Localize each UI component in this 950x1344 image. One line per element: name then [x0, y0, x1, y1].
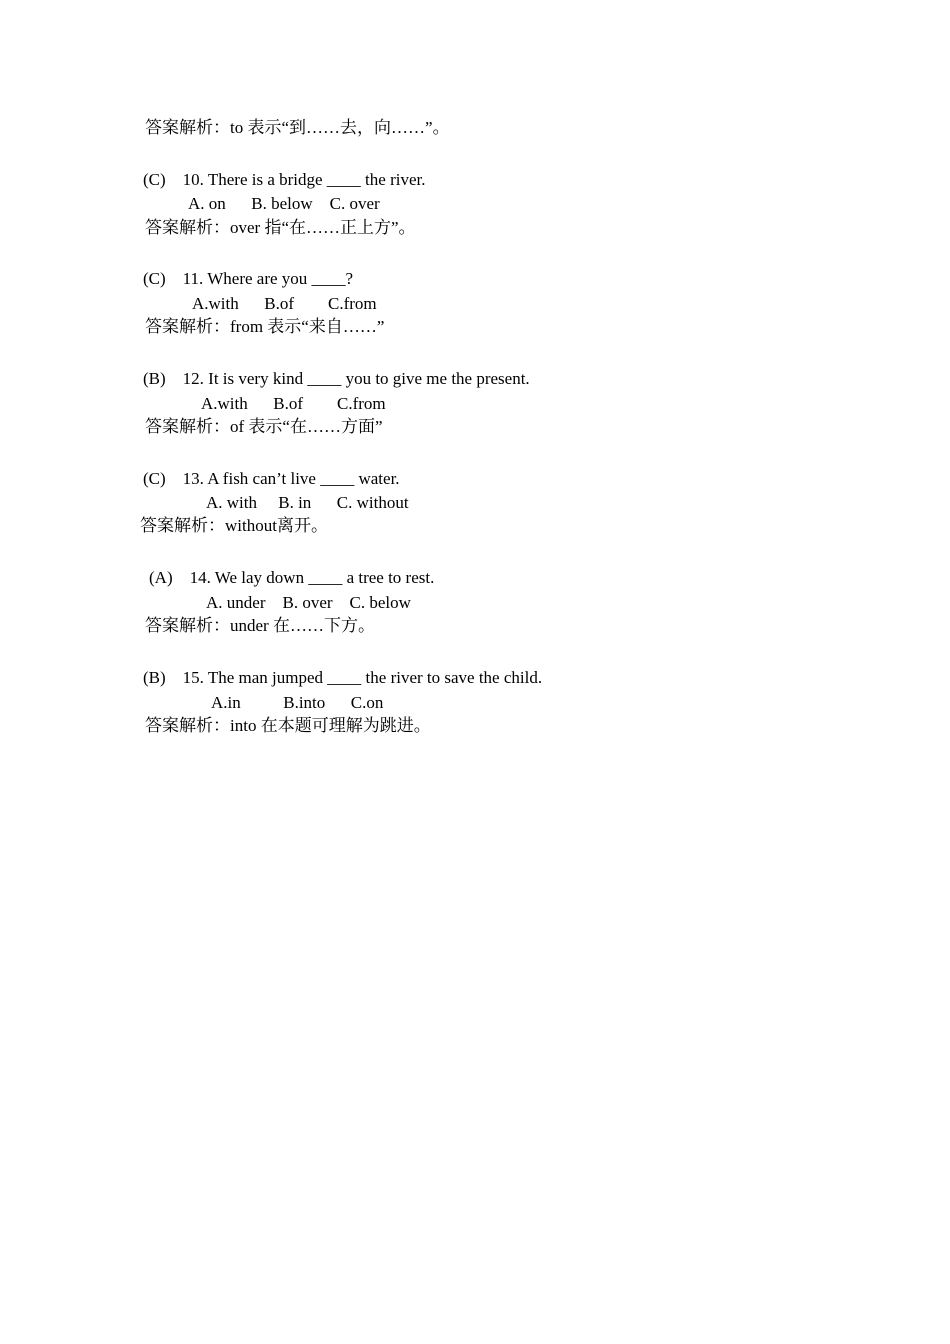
answer-explanation-13: 答案解析：without离开。 — [140, 516, 328, 535]
question-13-options: A. with B. in C. without — [206, 493, 409, 512]
question-13: (C) 13. A fish can’t live ____ water. — [143, 469, 400, 488]
question-15-options: A.in B.into C.on — [211, 693, 384, 712]
question-14-options: A. under B. over C. below — [206, 593, 411, 612]
question-11: (C) 11. Where are you ____? — [143, 269, 354, 288]
question-11-options: A.with B.of C.from — [192, 294, 377, 313]
question-15: (B) 15. The man jumped ____ the river to save the child. — [143, 668, 543, 687]
question-10-options: A. on B. below C. over — [188, 194, 380, 213]
answer-explanation-12: 答案解析：of 表示“在……方面” — [145, 417, 383, 436]
question-12: (B) 12. It is very kind ____ you to give me the present. — [143, 369, 530, 388]
answer-explanation-15: 答案解析：into 在本题可理解为跳进。 — [145, 716, 431, 735]
question-14: (A) 14. We lay down ____ a tree to rest. — [149, 568, 435, 587]
question-12-options: A.with B.of C.from — [201, 394, 386, 413]
answer-explanation-9: 答案解析：to 表示“到……去，向……”。 — [145, 118, 450, 137]
question-10: (C) 10. There is a bridge ____ the river. — [143, 170, 426, 189]
answer-explanation-10: 答案解析：over 指“在……正上方”。 — [145, 218, 416, 237]
answer-explanation-11: 答案解析：from 表示“来自……” — [145, 317, 385, 336]
answer-explanation-14: 答案解析：under 在……下方。 — [145, 616, 375, 635]
